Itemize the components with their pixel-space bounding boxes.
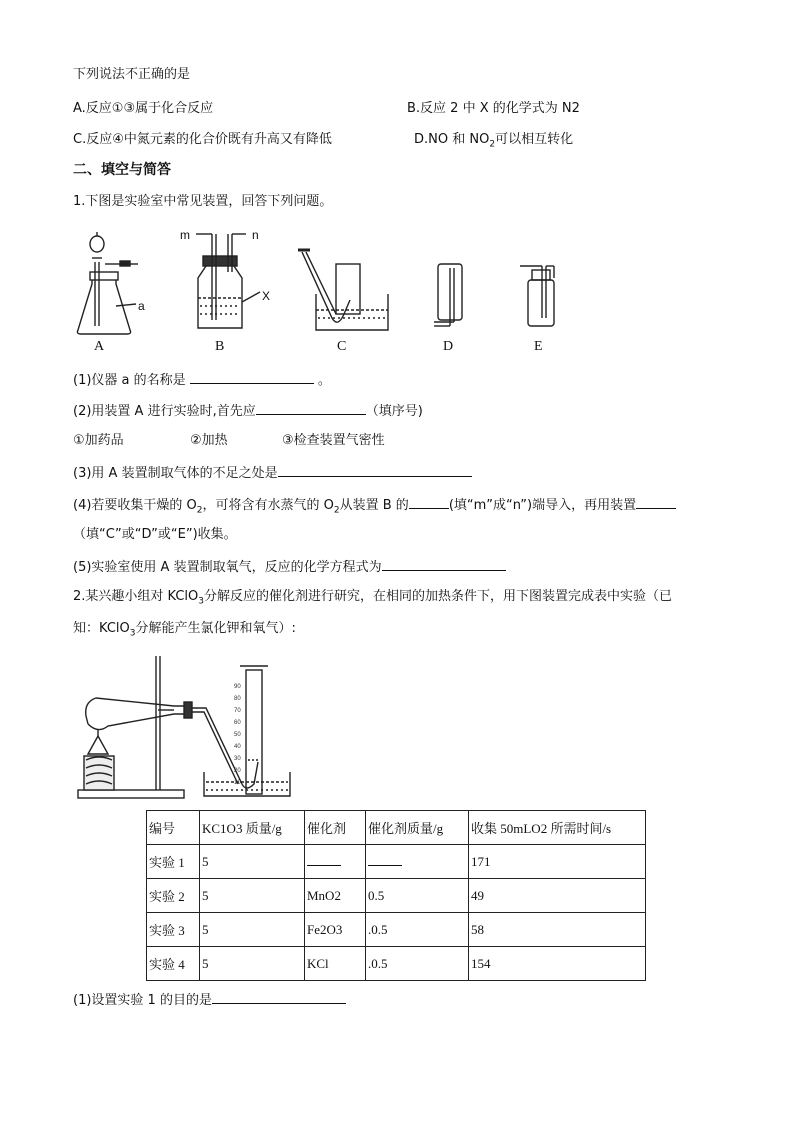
table-cell: 0.5 — [366, 879, 469, 913]
label-E: E — [534, 339, 543, 354]
apparatus-a — [77, 232, 138, 334]
tick-label: 50 — [234, 732, 241, 738]
table-cell: .0.5 — [366, 947, 469, 981]
question-1-4-cont: （填“C”或“D”或“E”)收集。 — [73, 527, 237, 542]
table-cell: 实验 4 — [147, 947, 200, 981]
answer-blank[interactable] — [307, 853, 341, 866]
option-c: C.反应④中氮元素的化合价既有升高又有降低 — [73, 132, 332, 147]
table-cell: 58 — [469, 913, 646, 947]
table-cell: 实验 3 — [147, 913, 200, 947]
apparatus-d — [434, 264, 462, 326]
question-1-5: (5)实验室使用 A 装置制取氧气，反应的化学方程式为 — [73, 557, 506, 577]
option-3: ③检查装置气密性 — [282, 433, 385, 448]
answer-blank[interactable] — [368, 853, 402, 866]
label-m: m — [180, 228, 190, 242]
option-b: B.反应 2 中 X 的化学式为 N2 — [407, 101, 580, 116]
table-cell: 5 — [200, 879, 305, 913]
table-cell: 实验 1 — [147, 845, 200, 879]
header-cell: 催化剂质量/g — [366, 811, 469, 845]
apparatus-figure-a-to-e — [70, 222, 570, 354]
table-cell: 实验 2 — [147, 879, 200, 913]
tick-label: 40 — [234, 744, 241, 750]
tick-label: 90 — [234, 684, 241, 690]
question-2-intro: 2.某兴趣小组对 KClO$_3$分解反应的催化剂进行研究，在相同的加热条件下，用下图装置完成表中实验（已 — [73, 589, 673, 607]
header-cell: 收集 50mLO2 所需时间/s — [469, 811, 646, 845]
answer-blank[interactable] — [636, 495, 676, 509]
section-title: 二、填空与简答 — [73, 162, 171, 178]
header-cell: KC1O3 质量/g — [200, 811, 305, 845]
question-1-3: (3)用 A 装置制取气体的不足之处是 — [73, 463, 472, 483]
tick-label: 80 — [234, 696, 241, 702]
answer-blank[interactable] — [409, 495, 449, 509]
answer-blank[interactable] — [190, 370, 314, 384]
table-row — [147, 947, 646, 981]
question-1-2: (2)用装置 A 进行实验时,首先应 （填序号) — [73, 401, 423, 421]
label-D: D — [443, 339, 454, 354]
heating-apparatus-figure — [74, 650, 300, 802]
table-cell: 5 — [200, 947, 305, 981]
answer-blank[interactable] — [212, 990, 346, 1004]
table-cell: Fe2O3 — [305, 913, 366, 947]
question-stem: 下列说法不正确的是 — [73, 67, 191, 82]
question-2-1: (1)设置实验 1 的目的是 — [73, 990, 346, 1010]
tick-label: 20 — [234, 768, 241, 774]
table-cell: 5 — [200, 845, 305, 879]
table-cell: 154 — [469, 947, 646, 981]
answer-blank[interactable] — [256, 401, 366, 415]
header-cell: 编号 — [147, 811, 200, 845]
header-cell: 催化剂 — [305, 811, 366, 845]
tick-label: 30 — [234, 756, 241, 762]
table-cell[interactable] — [305, 845, 366, 879]
label-a: a — [138, 299, 145, 313]
tick-label: 10 — [234, 780, 241, 786]
apparatus-e — [520, 266, 554, 326]
question-2-intro-cont: 知：KClO$_3$分解能产生氯化钾和氧气）: — [73, 621, 296, 639]
option-a: A.反应①③属于化合反应 — [73, 101, 214, 116]
table-cell: KCl — [305, 947, 366, 981]
table-cell: 171 — [469, 845, 646, 879]
table-row — [147, 845, 646, 879]
label-C: C — [337, 339, 347, 354]
option-d: D.NO 和 $NO_2$可以相互转化 — [414, 132, 574, 150]
table-header-row — [147, 811, 646, 845]
table-cell: .0.5 — [366, 913, 469, 947]
option-2: ②加热 — [190, 433, 228, 448]
label-n: n — [252, 228, 259, 242]
cylinder-ticks — [234, 684, 241, 786]
experiment-table — [146, 810, 646, 981]
question-1-1: (1)仪器 a 的名称是 。 — [73, 370, 331, 390]
question-1-4: (4)若要收集干燥的 $O_2$，可将含有水蒸气的 $O_2$从装置 B 的 (填“m”成“n”)端导入，再用装置 — [73, 495, 676, 520]
table-row — [147, 879, 646, 913]
apparatus-c — [298, 250, 388, 330]
label-B: B — [215, 339, 225, 354]
answer-blank[interactable] — [382, 557, 506, 571]
table-row — [147, 913, 646, 947]
label-x: X — [262, 289, 271, 303]
question-1-intro: 1.下图是实验室中常见装置，回答下列问题。 — [73, 194, 333, 209]
answer-blank[interactable] — [278, 463, 472, 477]
table-cell: 49 — [469, 879, 646, 913]
label-A: A — [94, 339, 105, 354]
apparatus-b — [196, 234, 260, 328]
option-1: ①加药品 — [73, 433, 124, 448]
table-cell: 5 — [200, 913, 305, 947]
table-cell: MnO2 — [305, 879, 366, 913]
tick-label: 70 — [234, 708, 241, 714]
table-cell[interactable] — [366, 845, 469, 879]
tick-label: 60 — [234, 720, 241, 726]
